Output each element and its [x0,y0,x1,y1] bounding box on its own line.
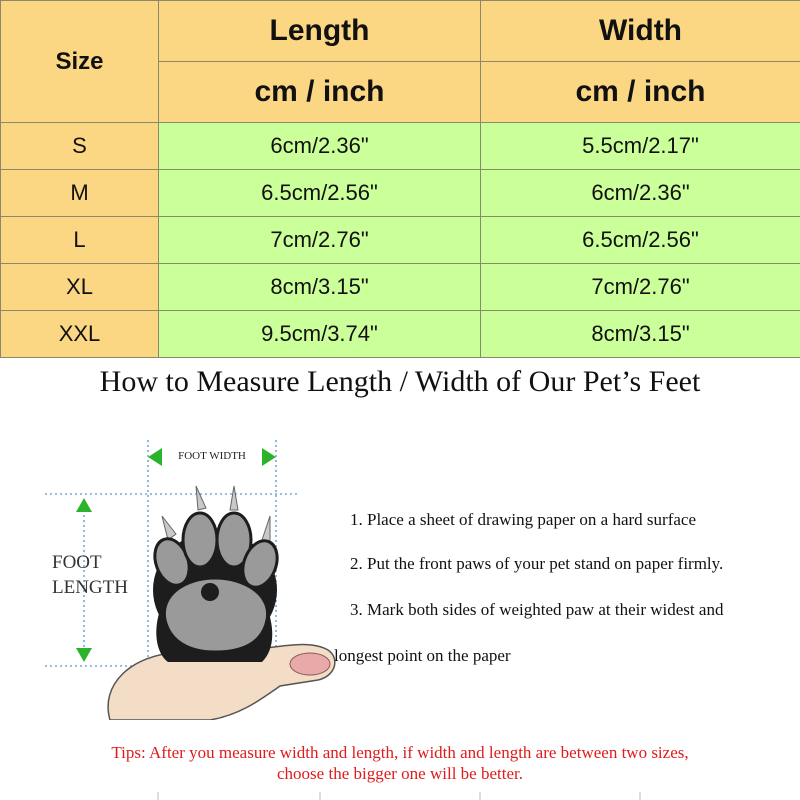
length-arrow-down-icon [76,648,92,662]
size-chart-table [0,0,800,358]
width-header: Width [481,1,800,62]
width-unit-header: cm / inch [481,62,800,123]
width-cell: 7cm/2.76" [481,264,800,311]
size-header: Size [1,1,159,123]
width-arrow-right-icon [262,448,276,466]
width-cell: 8cm/3.15" [481,311,800,358]
size-cell: M [1,170,159,217]
step-3-text: 3. Mark both sides of weighted paw at their widest and [350,600,724,619]
foot-length-label-line1: FOOT [52,552,102,573]
foot-width-label: FOOT WIDTH [178,450,246,462]
length-arrow-up-icon [76,498,92,512]
size-cell: L [1,217,159,264]
tips-line-2: choose the bigger one will be better. [277,764,523,783]
size-cell: XXL [1,311,159,358]
width-arrow-left-icon [148,448,162,466]
width-cell: 6cm/2.36" [481,170,800,217]
length-cell: 6cm/2.36" [159,123,481,170]
foot-length-label-line2: LENGTH [52,577,128,598]
length-cell: 6.5cm/2.56" [159,170,481,217]
step-3-continued-text: longest point on the paper [334,646,511,665]
bottom-divider [0,792,800,800]
tips-line-1: Tips: After you measure width and length, if width and length are between two sizes, [111,743,689,762]
step-2-text: 2. Put the front paws of your pet stand on paper firmly. [350,554,724,573]
width-cell: 5.5cm/2.17" [481,123,800,170]
table-row [1,123,800,170]
tips-note [0,742,800,784]
length-cell: 9.5cm/3.74" [159,311,481,358]
length-unit-header: cm / inch [159,62,481,123]
length-header: Length [159,1,481,62]
table-row [1,217,800,264]
paw-icon [149,486,283,662]
step-1-text: 1. Place a sheet of drawing paper on a hard surface [350,510,696,529]
length-cell: 8cm/3.15" [159,264,481,311]
size-cell: S [1,123,159,170]
table-row [1,311,800,358]
table-row [1,170,800,217]
measure-title: How to Measure Length / Width of Our Pet’s Feet [99,365,701,398]
length-cell: 7cm/2.76" [159,217,481,264]
size-cell: XL [1,264,159,311]
paw-measure-diagram [40,430,340,720]
width-cell: 6.5cm/2.56" [481,217,800,264]
table-row [1,264,800,311]
